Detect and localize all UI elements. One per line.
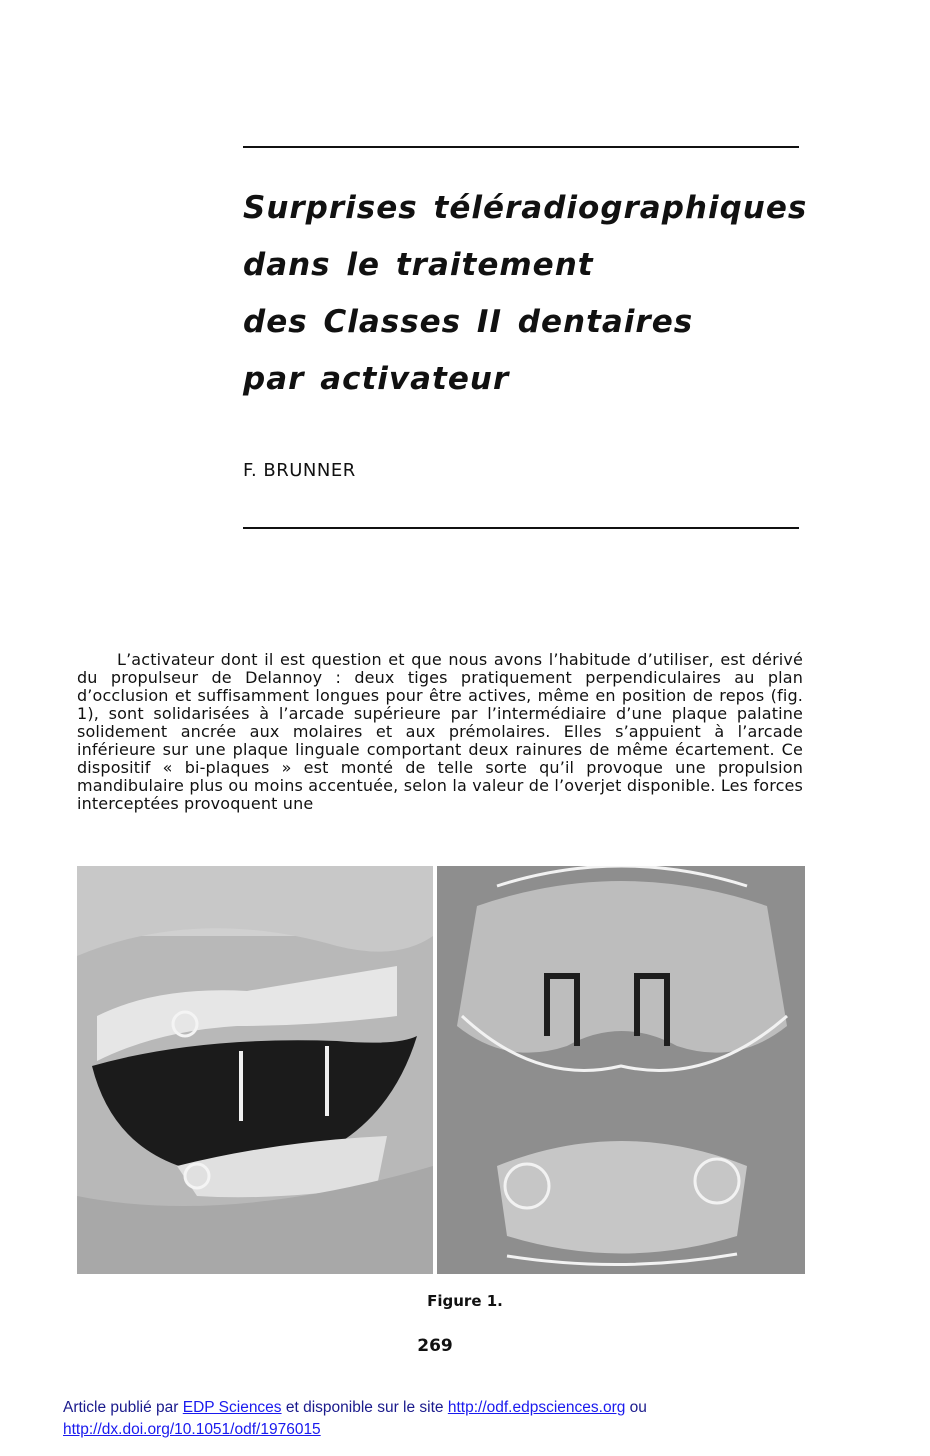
body-paragraph: L’activateur dont il est question et que nous avons l’habitude d’utiliser, est dérivé du propulseur de Delannoy : deux tiges pratiquement perpendiculaires au plan d’occlusion et suffisamment longues pour être actives, même en position de repos (fig. 1), sont solidarisées à l’arcade supérieure par l’intermédiaire d’une plaque palatine solidement ancrée aux molaires et aux prémolaires. Elles s’appuient à l’arcade inférieure sur une plaque linguale comportant deux rainures de même écartement. Ce dispositif « bi-plaques » est monté de telle sorte qu’il provoque une propulsion mandibulaire plus ou moins accentuée, selon la valeur de l’overjet disponible. Les forces interceptées provoquent une	[77, 650, 803, 813]
title-line-2: dans le traitement	[243, 247, 594, 283]
author-name: F. BRUNNER	[243, 460, 356, 481]
title-line-1: Surprises téléradiographiques	[243, 190, 808, 226]
title-line-4: par activateur	[243, 361, 510, 397]
bottom-rule	[243, 527, 799, 529]
figure-caption: Figure 1.	[427, 1292, 503, 1310]
publisher-link[interactable]: EDP Sciences	[182, 1399, 282, 1416]
footer-prefix: Article publié par	[63, 1399, 183, 1416]
article-title	[243, 180, 843, 408]
site-link[interactable]: http://odf.edpsciences.org	[447, 1399, 626, 1416]
mouth-photo-drawing	[77, 866, 433, 1274]
doi-link[interactable]: http://dx.doi.org/10.1051/odf/1976015	[63, 1421, 321, 1438]
page-number: 269	[417, 1336, 453, 1356]
figure-1	[77, 866, 805, 1274]
footer-suffix: ou	[625, 1399, 647, 1416]
top-rule	[243, 146, 799, 148]
appliance-photo-drawing	[437, 866, 805, 1274]
appliance-photo	[437, 866, 805, 1274]
mouth-photo	[77, 866, 433, 1274]
title-line-3: des Classes II dentaires	[243, 304, 694, 340]
footer-middle: et disponible sur le site	[281, 1399, 448, 1416]
publication-footer	[63, 1397, 823, 1441]
